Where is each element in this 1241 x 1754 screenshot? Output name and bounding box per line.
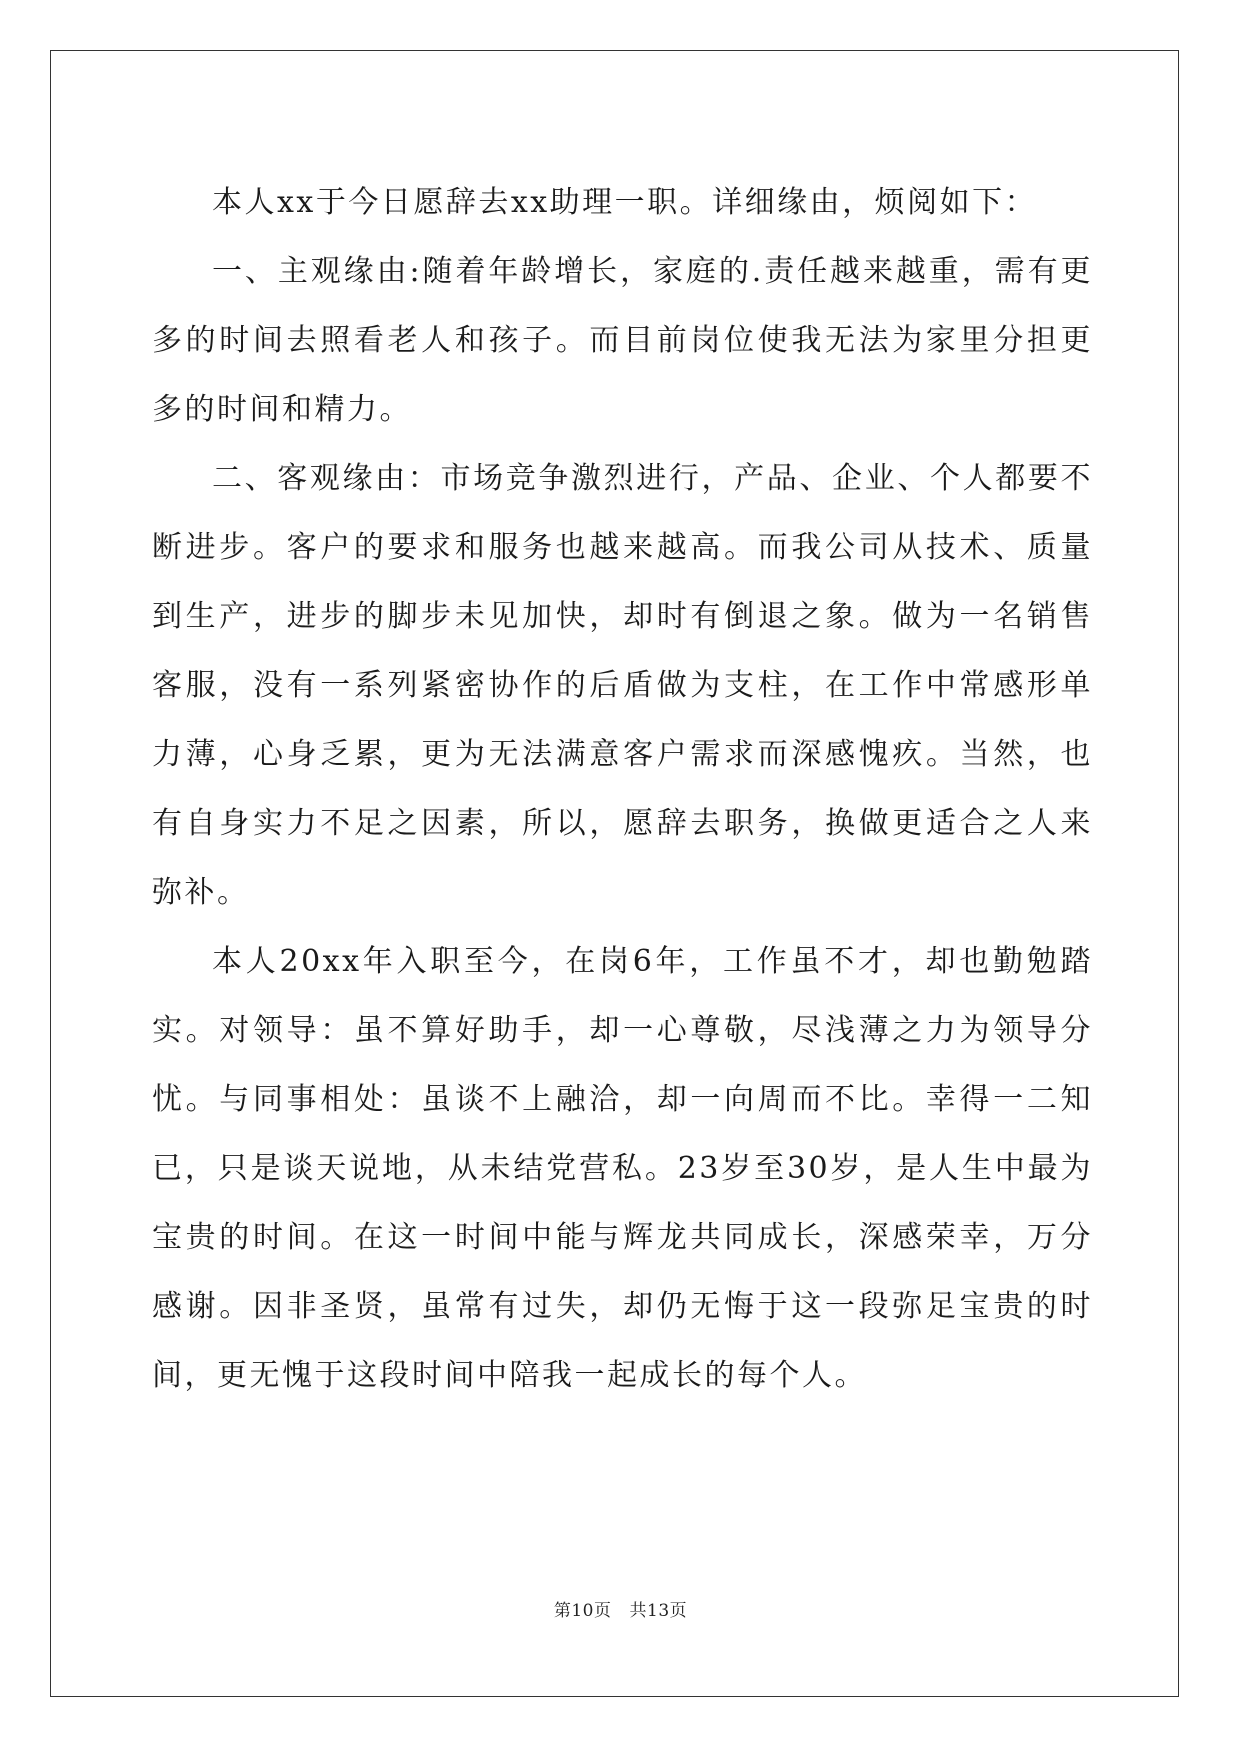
total-pages: 共13页 bbox=[629, 1601, 688, 1621]
paragraph-intro: 本人xx于今日愿辞去xx助理一职。详细缘由，烦阅如下： bbox=[212, 185, 1038, 220]
document-body bbox=[152, 168, 1093, 1410]
paragraph-subjective-reason: 一、主观缘由:随着年龄增长，家庭的.责任越来越重，需有更多的时间去照看老人和孩子。而目前岗位使我无法为家里分担更多的时间和精力。 bbox=[152, 254, 1093, 427]
paragraph-reflection: 本人20xx年入职至今，在岗6年，工作虽不才，却也勤勉踏实。对领导：虽不算好助手，却一心尊敬，尽浅薄之力为领导分忧。与同事相处：虽谈不上融洽，却一向周而不比。幸得一二知已，只是谈天说地，从未结党营私。23岁至30岁，是人生中最为宝贵的时间。在这一时间中能与辉龙共同成长，深感荣幸，万分感谢。因非圣贤，虽常有过失，却仍无悔于这一段弥足宝贵的时间，更无愧于这段时间中陪我一起成长的每个人。 bbox=[152, 944, 1093, 1393]
paragraph-objective-reason: 二、客观缘由：市场竞争激烈进行，产品、企业、个人都要不断进步。客户的要求和服务也越来越高。而我公司从技术、质量到生产，进步的脚步未见加快，却时有倒退之象。做为一名销售客服，没有一系列紧密协作的后盾做为支柱，在工作中常感形单力薄，心身乏累，更为无法满意客户需求而深感愧疚。当然，也有自身实力不足之因素，所以，愿辞去职务，换做更适合之人来弥补。 bbox=[152, 461, 1093, 910]
page-footer bbox=[0, 1599, 1241, 1623]
current-page-number: 第10页 bbox=[553, 1601, 612, 1621]
